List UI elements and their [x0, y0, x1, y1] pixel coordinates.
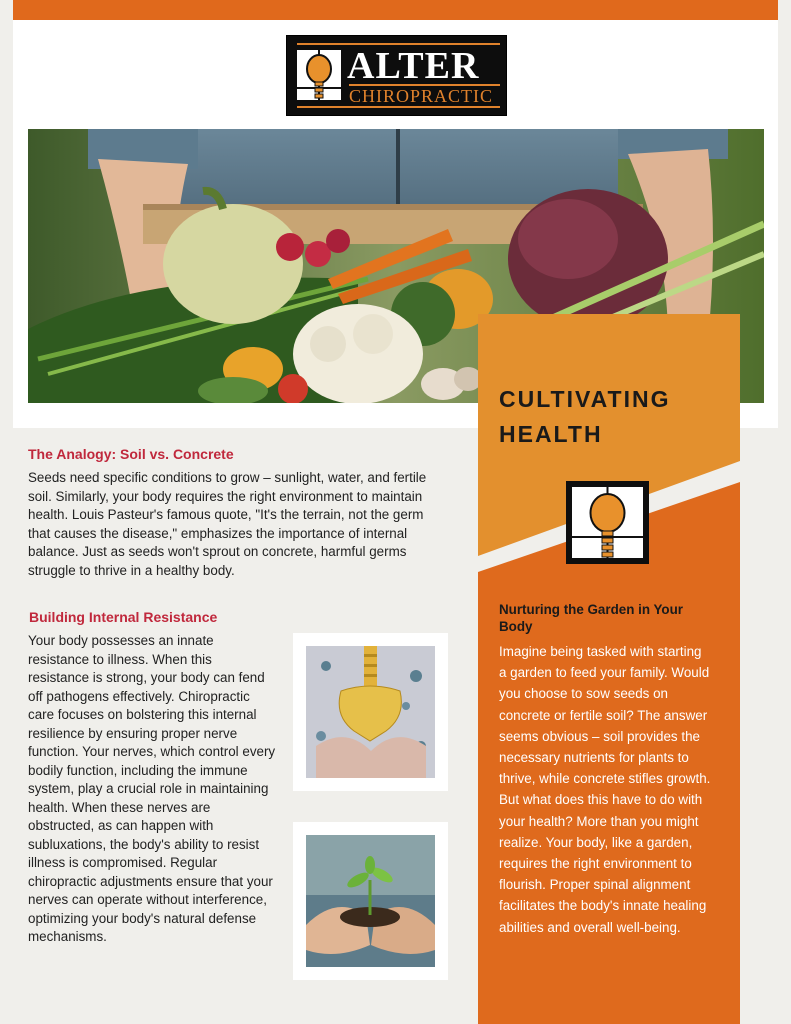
logo-word-chiropractic: CHIROPRACTIC [349, 86, 494, 106]
seedling-in-hands-icon [306, 835, 435, 967]
sidebar-title [499, 382, 670, 452]
spine-head-badge-icon [566, 481, 649, 564]
logo-rule-bottom [297, 106, 500, 108]
logo-word-alter: ALTER [347, 45, 480, 87]
analogy-heading: The Analogy: Soil vs. Concrete [28, 446, 234, 462]
analogy-body: Seeds need specific conditions to grow – sunlight, water, and fertile soil. Similarly, your body requires the right environment to maintain health. Louis Pasteur's famous quote, "It's the terrain, not the germ that causes the disease," emphasizes the importance of internal balance. Just as seeds won't sprout on concrete, harmful germs struggle to thrive in a healthy body. [28, 470, 427, 578]
spine-hands-photo-frame [293, 633, 448, 791]
resistance-body: Your body possesses an innate resistance to illness. When this resistance is strong, your body can fend off pathogens effectively. Chiropractic care focuses on bolstering this internal resilience by ensuring proper nerve function. Your nerves, which control every bodily function, including the immune system, play a crucial role in maintaining health. When these nerves are obstructed, as can happen with subluxations, the body's ability to resist illness is compromised. Regular chiropractic adjustments ensure that your nerves can operate without interference, optimizing your body's natural defense mechanisms. [28, 633, 276, 944]
top-accent-bar [13, 0, 778, 20]
seedling-photo-frame [293, 822, 448, 980]
resistance-heading: Building Internal Resistance [29, 609, 218, 625]
title-line-1: CULTIVATING [499, 386, 671, 412]
spine-pelvis-hands-icon [306, 646, 435, 778]
alter-chiropractic-logo [286, 35, 507, 116]
spine-head-logo-icon [297, 50, 341, 100]
sidebar-heading: Nurturing the Garden in Your Body [499, 602, 684, 634]
title-line-2: HEALTH [499, 421, 603, 447]
sidebar-body: Imagine being tasked with starting a garden to feed your family. Would you choose to sow seeds on concrete or fertile soil? The answer seems obvious – soil provides the necessary nutrients for plants to thrive, while concrete stifles growth. But what does this have to do with your health? More than you might realize. Your body, like a garden, requires the right environment to flourish. Proper spinal alignment facilitates the body's innate healing abilities and overall well-being. [499, 644, 711, 935]
